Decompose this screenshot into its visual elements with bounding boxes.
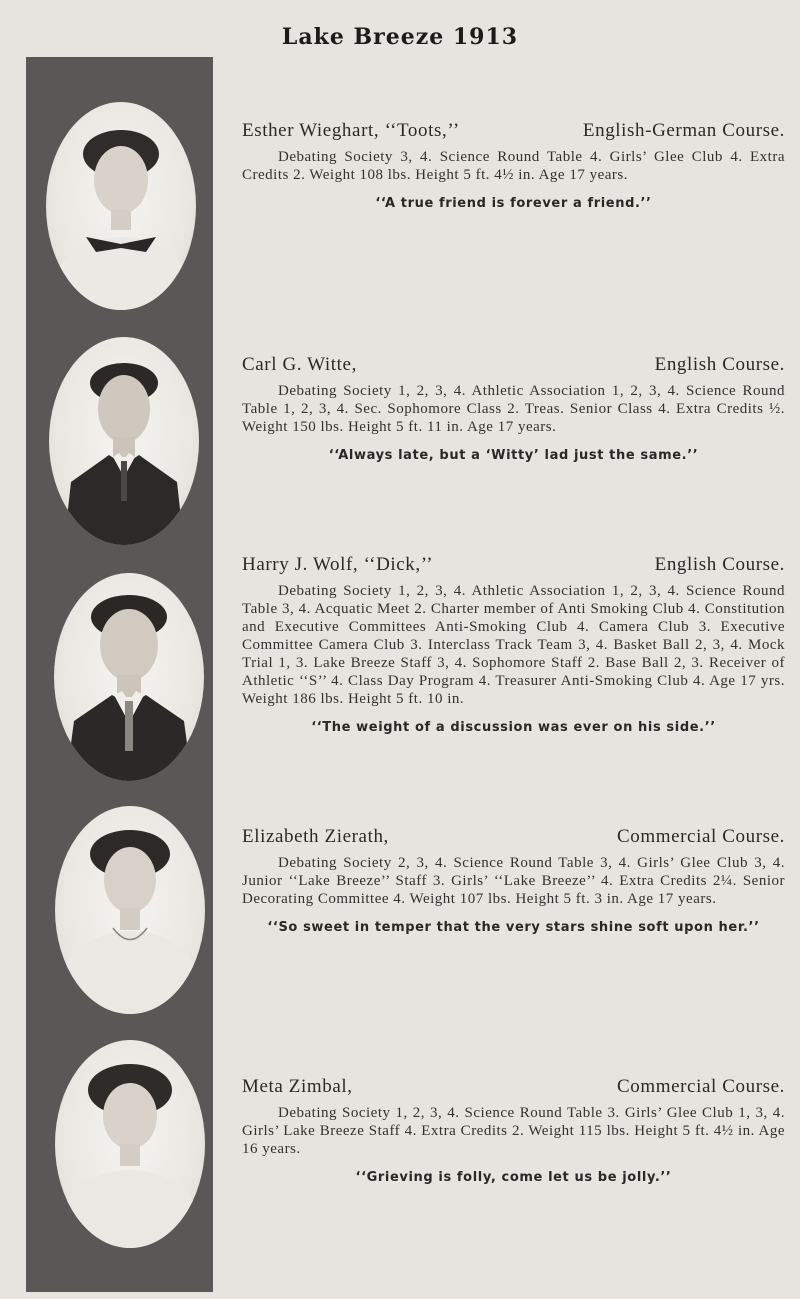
portrait-harry-wolf [54,573,204,781]
student-entry [242,826,785,935]
name-line [242,354,785,376]
name-line [242,554,785,576]
student-quote: ‘‘A true friend is forever a friend.’’ [375,196,652,211]
activities-text: Debating Society 1, 2, 3, 4. Science Round Table 3. Girls’ Glee Club 1, 3, 4. Girls’ Lake Breeze Staff 4. Extra Credits 2. Weight 115 lbs. Height 5 ft. 4½ in. Age 16 years. [242,1105,785,1157]
portrait-meta-zimbal [55,1040,205,1248]
student-name: Harry J. Wolf, ‘‘Dick,’’ [242,554,434,575]
student-name: Elizabeth Zierath, [242,826,389,847]
student-entry [242,354,785,463]
student-quote: ‘‘So sweet in temper that the very stars shine soft upon her.’’ [267,920,760,935]
activities-text: Debating Society 1, 2, 3, 4. Athletic Association 1, 2, 3, 4. Science Round Table 3, 4. Acquatic Meet 2. Charter member of Anti Smoking Club 4. Constitution and Executive Committees Anti-Smoking Club 4. Camera Club 3. Executive Committee Camera Club 3. Interclass Track Team 3, 4. Basket Ball 2, 3, 4. Mock Trial 1, 3. Lake Breeze Staff 3, 4. Sophomore Staff 2. Base Ball 2, 3. Receiver of Athletic ‘‘S’’ 4. Class Day Program 4. Treasurer Anti-Smoking Club 4. Age 17 yrs. Weight 186 lbs. Height 5 ft. 10 in. [242,583,785,707]
student-quote: ‘‘The weight of a discussion was ever on his side.’’ [311,720,716,735]
activities-text: Debating Society 3, 4. Science Round Table 4. Girls’ Glee Club 4. Extra Credits 2. Weight 108 lbs. Height 5 ft. 4½ in. Age 17 years. [242,149,785,183]
student-entry [242,1076,785,1185]
course-name: Commercial Course. [616,826,785,847]
student-name: Carl G. Witte, [242,354,357,375]
page-title: Lake Breeze 1913 [281,24,519,50]
student-name: Meta Zimbal, [242,1076,353,1097]
name-line [242,120,785,142]
course-name: English Course. [654,354,785,375]
name-line [242,1076,785,1098]
student-name: Esther Wieghart, ‘‘Toots,’’ [242,120,460,141]
student-quote: ‘‘Always late, but a ‘Witty’ lad just the same.’’ [328,448,699,463]
portrait-elizabeth-zierath [55,806,205,1014]
course-name: English Course. [654,554,785,575]
course-name: English-German Course. [582,120,785,141]
student-entry [242,554,785,735]
student-quote: ‘‘Grieving is folly, come let us be jolly.’’ [355,1170,672,1185]
portrait-carl-witte [49,337,199,545]
name-line [242,826,785,848]
course-name: Commercial Course. [616,1076,785,1097]
portrait-esther-wieghart [46,102,196,310]
student-entry [242,120,785,211]
activities-text: Debating Society 1, 2, 3, 4. Athletic Association 1, 2, 3, 4. Science Round Table 1, 2, 3, 4. Sec. Sophomore Class 2. Treas. Senior Class 4. Extra Credits ½. Weight 150 lbs. Height 5 ft. 11 in. Age 17 years. [242,383,785,435]
activities-text: Debating Society 2, 3, 4. Science Round Table 3, 4. Girls’ Glee Club 3, 4. Junior ‘‘Lake Breeze’’ Staff 3. Girls’ ‘‘Lake Breeze’’ 4. Extra Credits 2¼. Senior Decorating Committee 4. Weight 107 lbs. Height 5 ft. 3 in. Age 17 years. [242,855,785,907]
